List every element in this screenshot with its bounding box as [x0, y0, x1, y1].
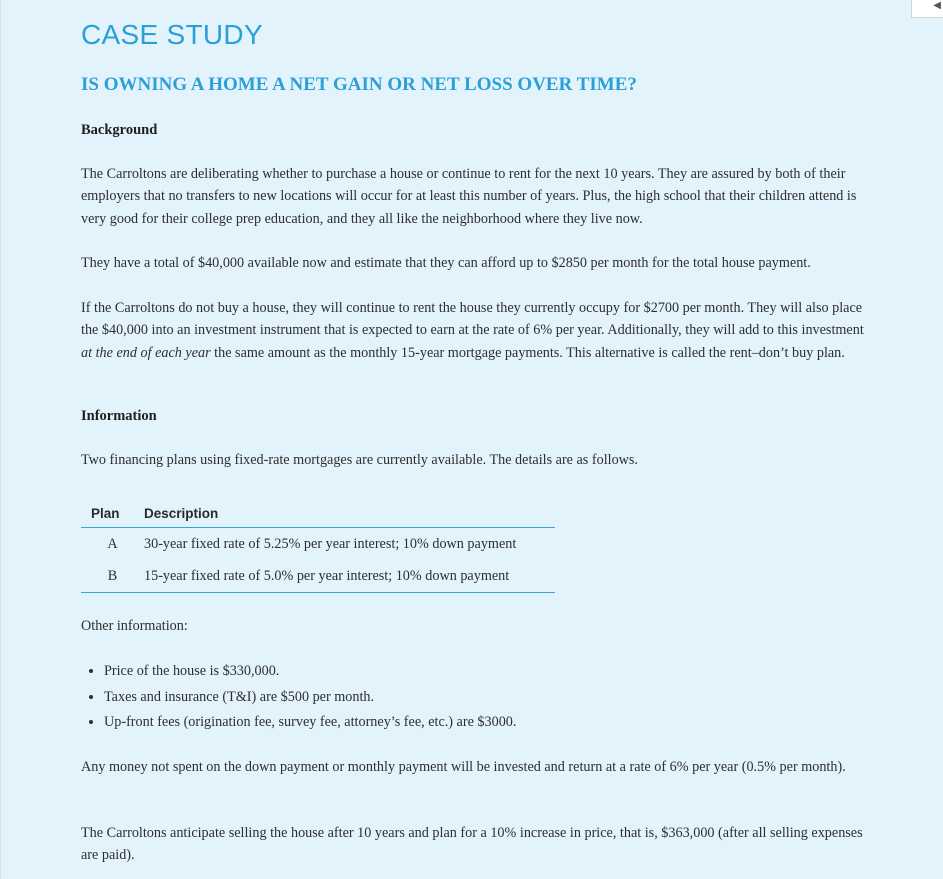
description-cell: 15-year fixed rate of 5.0% per year interest; 10% down payment [144, 560, 555, 593]
table-row [81, 528, 555, 561]
background-paragraph-3 [81, 297, 876, 364]
table-header-row [81, 500, 555, 528]
plan-cell: B [81, 560, 144, 593]
paragraph-3-emphasis: at the end of each year [81, 344, 211, 361]
background-paragraph-1: The Carroltons are deliberating whether to purchase a house or continue to rent for the next 10 years. They are assured by both of their employers that no transfers to new locations will occur for at least this number of years. Plus, the high school that their children attend is very good for their college prep education, and they all like the neighborhood where they live now. [81, 166, 857, 227]
investment-paragraph: Any money not spent on the down payment or monthly payment will be invested and return at a rate of 6% per year (0.5% per month). [81, 759, 846, 775]
information-heading: Information [81, 408, 157, 424]
financing-plans-table [81, 500, 555, 593]
information-intro: Two financing plans using fixed-rate mortgages are currently available. The details are as follows. [81, 452, 638, 468]
plan-cell: A [107, 535, 118, 552]
other-information-label: Other information: [81, 618, 188, 634]
list-item: • Up-front fees (origination fee, survey fee, attorney’s fee, etc.) are $3000. [104, 711, 516, 737]
speaker-icon[interactable]: ◀ [933, 0, 941, 11]
paragraph-3-part-a: If the Carroltons do not buy a house, they will continue to rent the house they currently occupy for $2700 per month. They will also place the $40,000 into an investment instrument that is expected to earn at the rate of 6% per year. Additionally, they will add to this investment [81, 300, 864, 339]
case-study-label: CASE STUDY [81, 19, 263, 50]
list-item: • Price of the house is $330,000. [104, 660, 516, 686]
description-cell: 30-year fixed rate of 5.25% per year interest; 10% down payment [144, 535, 517, 552]
table-row [81, 560, 555, 593]
other-information-list [81, 660, 516, 737]
background-heading: Background [81, 122, 158, 138]
audio-widget[interactable] [911, 0, 943, 18]
selling-paragraph: The Carroltons anticipate selling the house after 10 years and plan for a 10% increase in price, that is, $363,000 (after all selling expenses are paid). [81, 825, 863, 864]
case-study-title: IS OWNING A HOME A NET GAIN OR NET LOSS OVER TIME? [81, 74, 637, 95]
list-item: • Taxes and insurance (T&I) are $500 per month. [104, 686, 516, 712]
plan-column-header: Plan [81, 500, 144, 528]
background-paragraph-2: They have a total of $40,000 available now and estimate that they can afford up to $2850 per month for the total house payment. [81, 255, 811, 271]
description-column-header: Description [144, 500, 555, 528]
paragraph-3-part-b: the same amount as the monthly 15-year mortgage payments. This alternative is called the rent–don’t buy plan. [210, 344, 845, 361]
